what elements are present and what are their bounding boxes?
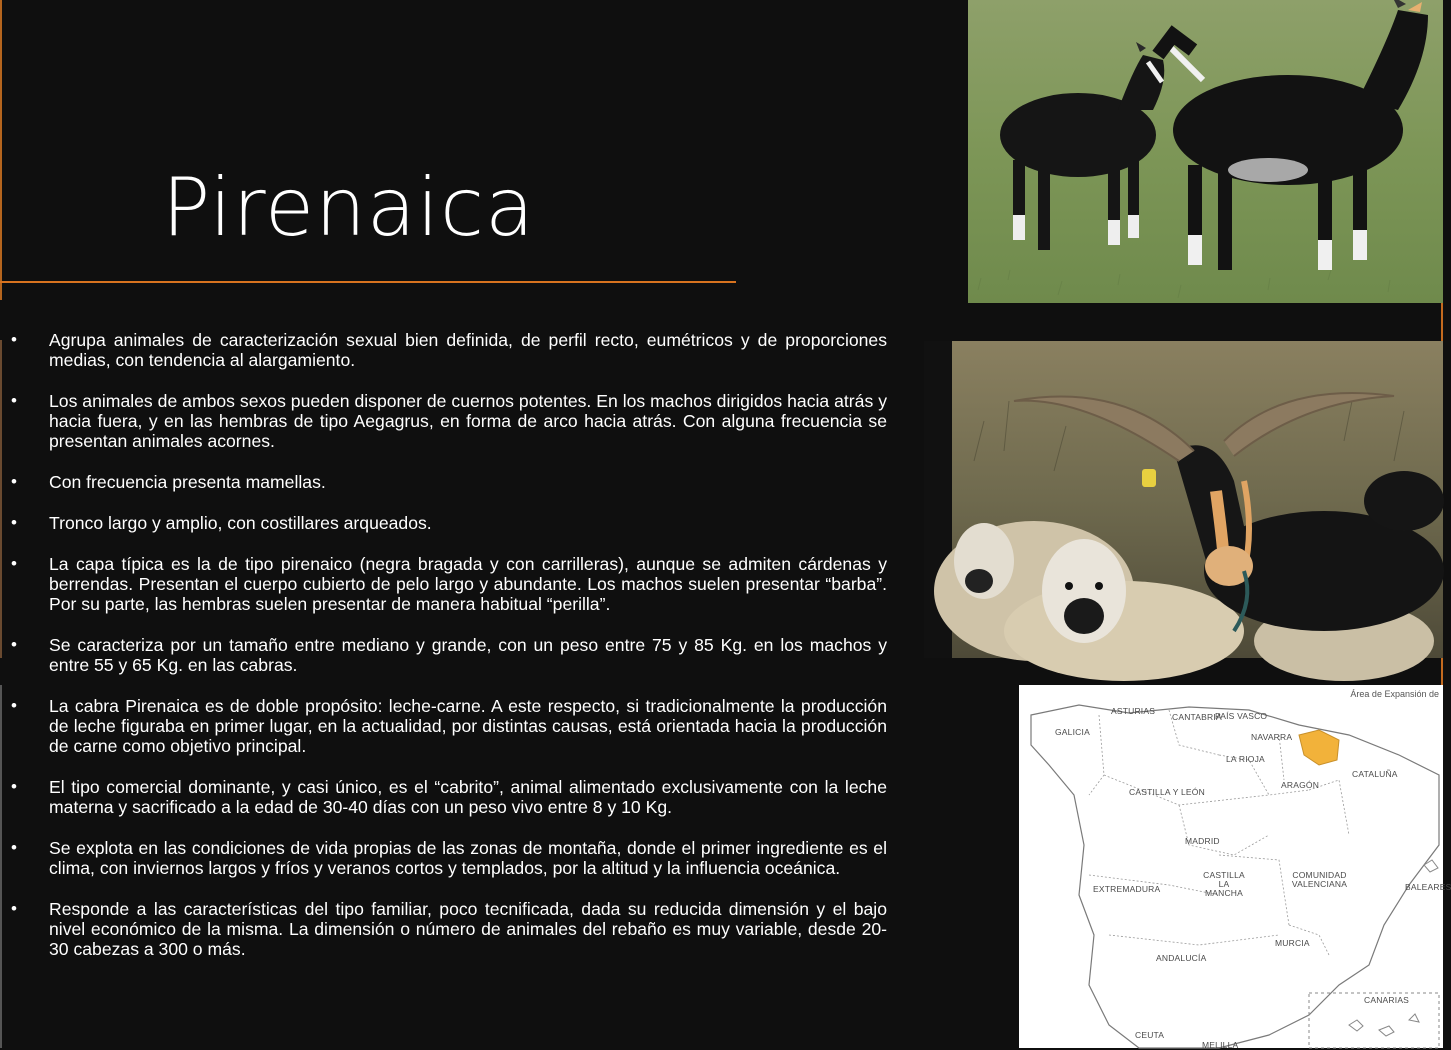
title-underline: [0, 281, 736, 283]
map-label-madrid: MADRID: [1185, 836, 1220, 846]
list-item: [8, 635, 887, 675]
list-item: [8, 330, 887, 370]
map-label-murcia: MURCIA: [1275, 938, 1310, 948]
bullet-text: Tronco largo y amplio, con costillares arqueados.: [49, 513, 432, 533]
map-label-extremadura: EXTREMADURA: [1093, 884, 1161, 894]
map-label-canarias: CANARIAS: [1364, 995, 1410, 1005]
left-edge-accent: [0, 340, 2, 658]
map-label-navarra: NAVARRA: [1251, 732, 1293, 742]
map-label-pais-vasco: PAÍS VASCO: [1215, 711, 1268, 721]
map-label-asturias: ASTURIAS: [1111, 706, 1156, 716]
bullet-text: La capa típica es la de tipo pirenaico (negra bragada y con carrilleras), aunque se admiten cárdenas y berrendas. Presentan el cuerpo cubierto de pelo largo y abundante. Los machos suelen presentar “barba”. Por su parte, las hembras suelen presentar de manera habitual “perilla”.: [49, 554, 887, 614]
bullet-icon: •: [11, 554, 17, 573]
slide-title: Pirenaica: [162, 161, 536, 254]
map-label-cataluna: CATALUÑA: [1352, 769, 1398, 779]
bullet-text: El tipo comercial dominante, y casi único, es el “cabrito”, animal alimentado exclusivamente con la leche materna y sacrificado a la edad de 30-40 días con un peso vivo entre 8 y 10 Kg.: [49, 777, 887, 817]
list-item: [8, 391, 887, 451]
bullet-icon: •: [11, 777, 17, 796]
bullet-icon: •: [11, 696, 17, 715]
bullet-text: Se caracteriza por un tamaño entre mediano y grande, con un peso entre 75 y 85 Kg. en los machos y entre 55 y 65 Kg. en las cabras.: [49, 635, 887, 675]
map-label-melilla: MELILLA: [1202, 1040, 1239, 1050]
bullet-text: La cabra Pirenaica es de doble propósito: leche-carne. A este respecto, si tradicionalmente la producción de leche figuraba en primer lugar, en la actualidad, por distintas causas, está orientada hacia la producción de carne como objetivo principal.: [49, 696, 887, 756]
map-label-castilla-leon: CASTILLA Y LEÓN: [1129, 787, 1205, 797]
bullet-list: [8, 330, 887, 980]
map-label-castilla-mancha: CASTILLA LA MANCHA: [1203, 870, 1245, 898]
map-label-andalucia: ANDALUCÍA: [1156, 953, 1207, 963]
horned-goat-sheep-photo: [924, 341, 1443, 658]
left-edge-accent: [0, 685, 2, 1048]
map-label-la-rioja: LA RIOJA: [1226, 754, 1265, 764]
list-item: [8, 777, 887, 817]
bullet-text: Con frecuencia presenta mamellas.: [49, 472, 326, 492]
list-item: [8, 554, 887, 614]
left-edge-accent: [0, 0, 2, 300]
bullet-icon: •: [11, 513, 17, 532]
map-legend-title: Área de Expansión de: [1350, 689, 1439, 699]
bullet-icon: •: [11, 391, 17, 410]
spain-regions-map: [1019, 685, 1451, 1050]
list-item: [8, 513, 887, 533]
bullet-text: Responde a las características del tipo familiar, poco tecnificada, dada su reducida dimensión y el bajo nivel económico de la misma. La dimensión o número de animales del rebaño es muy variable, desde 20-30 cabezas a 300 o más.: [49, 899, 887, 959]
bullet-icon: •: [11, 635, 17, 654]
bullet-text: Se explota en las condiciones de vida propias de las zonas de montaña, donde el primer ingrediente es el clima, con inviernos largos y fríos y veranos cortos y templados, por la altitud y la influencia oceánica.: [49, 838, 887, 878]
bullet-icon: •: [11, 330, 17, 349]
list-item: [8, 899, 887, 959]
bullet-text: Los animales de ambos sexos pueden disponer de cuernos potentes. En los machos dirigidos hacia atrás y hacia fuera, y en las hembras de tipo Aegagrus, en forma de arco hacia atrás. Con alguna frecuencia se presentan animales acornes.: [49, 391, 887, 451]
map-label-baleares: BALEARES: [1405, 882, 1451, 892]
bullet-icon: •: [11, 472, 17, 491]
map-label-aragon: ARAGÓN: [1281, 780, 1320, 790]
bullet-icon: •: [11, 899, 17, 918]
map-label-galicia: GALICIA: [1055, 727, 1090, 737]
goats-grass-photo: [968, 0, 1443, 303]
map-label-valencia: COMUNIDAD VALENCIANA: [1291, 870, 1348, 889]
bullet-icon: •: [11, 838, 17, 857]
map-label-ceuta: CEUTA: [1135, 1030, 1165, 1040]
list-item: [8, 472, 887, 492]
map-label-cantabria: CANTABRIA: [1172, 712, 1222, 722]
list-item: [8, 838, 887, 878]
list-item: [8, 696, 887, 756]
bullet-text: Agrupa animales de caracterización sexual bien definida, de perfil recto, eumétricos y de proporciones medias, con tendencia al alargamiento.: [49, 330, 887, 370]
